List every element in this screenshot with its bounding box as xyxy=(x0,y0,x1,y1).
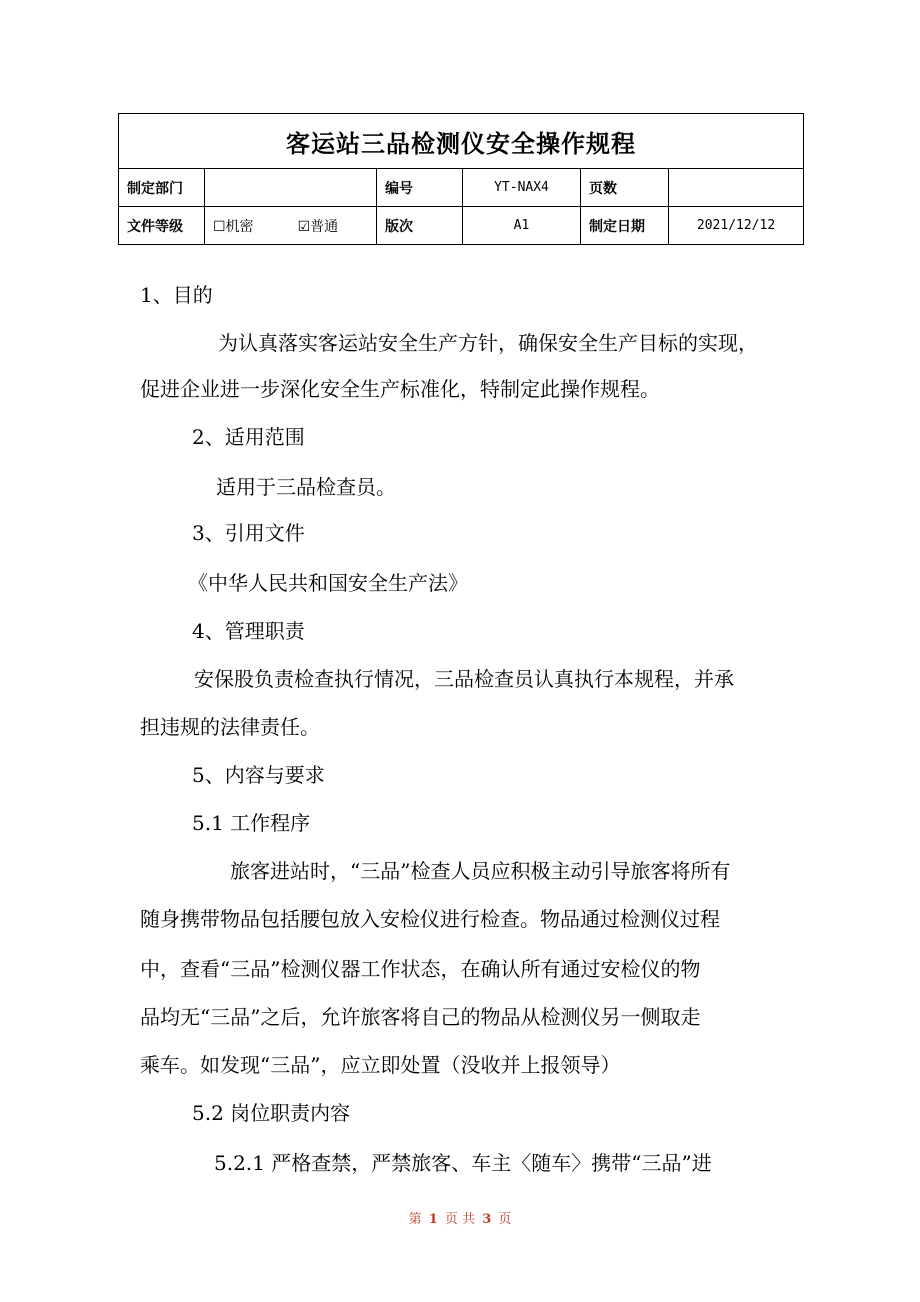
section-2-heading: 2、适用范围 xyxy=(192,425,305,449)
paragraph-line: 安保股负责检查执行情况，三品检查员认真执行本规程，并承 xyxy=(194,667,734,691)
paragraph-line: 担违规的法律责任。 xyxy=(140,715,320,739)
level-options xyxy=(205,207,377,245)
level-confidential-option: ☐机密 xyxy=(213,218,254,235)
section-4-heading: 4、管理职责 xyxy=(192,619,305,643)
section-5-heading: 5、内容与要求 xyxy=(192,763,325,787)
paragraph-line: 乘车。如发现“三品”，应立即处置（没收并上报领导） xyxy=(140,1053,621,1077)
dept-label: 制定部门 xyxy=(119,169,205,207)
code-value: YT-NAX4 xyxy=(463,169,581,207)
pages-value xyxy=(669,169,804,207)
version-value: A1 xyxy=(463,207,581,245)
code-label: 编号 xyxy=(377,169,463,207)
paragraph-line: 品均无“三品”之后，允许旅客将自己的物品从检测仪另一侧取走 xyxy=(140,1005,701,1029)
section-3-heading: 3、引用文件 xyxy=(192,521,305,545)
footer-total-pages: 3 xyxy=(482,1212,492,1227)
pages-label: 页数 xyxy=(581,169,669,207)
paragraph-line: 5.2.1 严格查禁，严禁旅客、车主〈随车〉携带“三品”进 xyxy=(214,1151,712,1175)
date-label: 制定日期 xyxy=(581,207,669,245)
subsection-5-2-heading: 5.2 岗位职责内容 xyxy=(192,1101,351,1125)
section-1-heading: 1、目的 xyxy=(140,283,213,307)
footer-prefix: 第 xyxy=(408,1212,422,1227)
paragraph-line: 《中华人民共和国安全生产法》 xyxy=(188,571,468,595)
footer-suffix: 页 xyxy=(498,1212,512,1227)
paragraph-line: 中，查看“三品”检测仪器工作状态，在确认所有通过安检仪的物 xyxy=(140,957,701,981)
paragraph-line: 促进企业进一步深化安全生产标准化，特制定此操作规程。 xyxy=(140,377,660,401)
paragraph-line: 适用于三品检查员。 xyxy=(216,475,396,499)
version-label: 版次 xyxy=(377,207,463,245)
footer-middle: 页 共 xyxy=(444,1212,476,1227)
date-value: 2021/12/12 xyxy=(669,207,804,245)
footer-current-page: 1 xyxy=(428,1212,438,1227)
level-label: 文件等级 xyxy=(119,207,205,245)
subsection-5-1-heading: 5.1 工作程序 xyxy=(192,811,311,835)
document-title: 客运站三品检测仪安全操作规程 xyxy=(119,114,804,169)
paragraph-line: 随身携带物品包括腰包放入安检仪进行检查。物品通过检测仪过程 xyxy=(140,907,720,931)
paragraph-line: 旅客进站时，“三品”检查人员应积极主动引导旅客将所有 xyxy=(230,859,731,883)
document-header-table xyxy=(118,113,804,245)
paragraph-line: 为认真落实客运站安全生产方针，确保安全生产目标的实现， xyxy=(218,331,758,355)
level-normal-option: ☑普通 xyxy=(297,218,339,235)
dept-value xyxy=(205,169,377,207)
page-footer xyxy=(0,1208,920,1227)
